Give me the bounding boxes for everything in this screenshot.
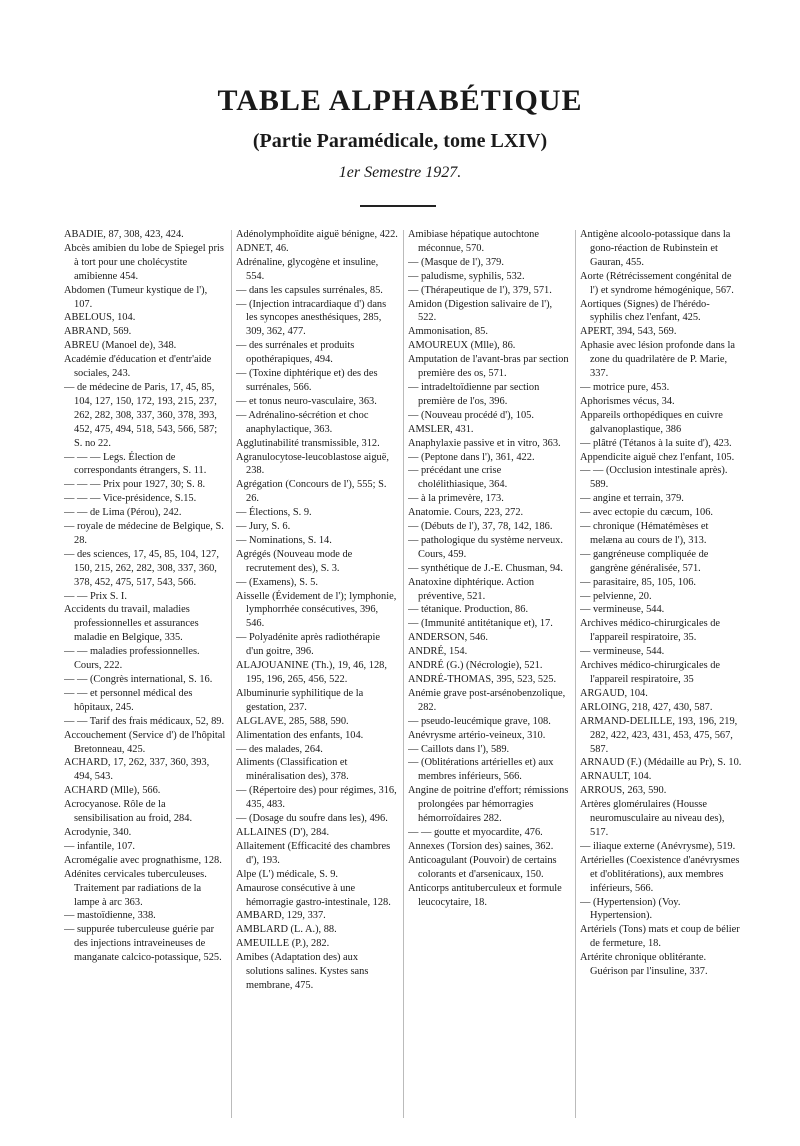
index-entry: ABREU (Manoel de), 348. [64, 340, 177, 352]
index-entry: — pelvienne, 20. [580, 590, 652, 602]
index-entry: Amibes (Adaptation des) aux solutions salines. Kystes sans membrane, 475. [236, 952, 369, 991]
index-entry: — avec ectopie du cæcum, 106. [580, 507, 714, 519]
index-entry: Accouchement (Service d') de l'hôpital Bretonneau, 425. [64, 729, 226, 755]
index-entry: Archives médico-chirurgicales de l'appareil respiratoire, 35. [580, 618, 721, 644]
index-entry: — Jury, S. 6. [236, 521, 291, 533]
index-entry: — gangréneuse compliquée de gangrène généralisée, 571. [580, 548, 709, 574]
index-entry: ALAJOUANINE (Th.), 19, 46, 128, 195, 196, 265, 456, 522. [236, 660, 387, 685]
index-entry: — Adrénalino-sécrétion et choc anaphylactique, 363. [236, 409, 369, 435]
index-entry: Anticorps antituberculeux et formule leucocytaire, 18. [408, 882, 562, 908]
index-entry: — angine et terrain, 379. [580, 493, 684, 505]
title-rule [360, 205, 436, 207]
index-entry: ANDERSON, 546. [408, 632, 488, 644]
index-entry: — motrice pure, 453. [580, 381, 670, 393]
index-entry: ARNAULT, 104. [580, 771, 652, 783]
index-entry: Appareils orthopédiques en cuivre galvanoplastique, 386 [580, 409, 723, 435]
index-entry: — pathologique du système nerveux. Cours, 459. [408, 534, 563, 560]
index-entry: — des sciences, 17, 45, 85, 104, 127, 150, 215, 262, 282, 308, 337, 360, 378, 452, 475, 517, 543, 566. [64, 548, 219, 588]
index-entry: — de médecine de Paris, 17, 45, 85, 104, 127, 150, 172, 193, 215, 237, 262, 282, 308, 337, 360, 378, 393, 452, 475, 494, 518, 543, 566, 587; S. no 22. [64, 381, 218, 449]
index-column-4 [580, 228, 742, 1128]
index-entry: Acromégalie avec prognathisme, 128. [64, 854, 222, 866]
index-entry: — paludisme, syphilis, 532. [408, 270, 525, 282]
index-entry: Alpe (L') médicale, S. 9. [236, 868, 338, 880]
index-entry: Alimentation des enfants, 104. [236, 729, 364, 741]
index-entry: — — (Congrès international, S. 16. [64, 674, 213, 685]
index-entry: ACHARD, 17, 262, 337, 360, 393, 494, 543. [64, 757, 210, 783]
index-entry: — (Examens), S. 5. [236, 576, 318, 588]
index-entry: Ammonisation, 85. [408, 326, 488, 338]
index-entry: Anaphylaxie passive et in vitro, 363. [408, 437, 561, 449]
index-entry: — tétanique. Production, 86. [408, 604, 529, 616]
index-entry: Aorte (Rétrécissement congénital de l') et syndrome hémogénique, 567. [580, 270, 734, 296]
index-entry: — royale de médecine de Belgique, S. 28. [64, 521, 224, 546]
index-entry: ALGLAVE, 285, 588, 590. [236, 715, 349, 727]
index-entry: — à la primevère, 173. [408, 493, 504, 505]
index-entry: ARNAUD (F.) (Médaille au Pr), S. 10. [580, 757, 742, 769]
index-entry: AMEUILLE (P.), 282. [236, 938, 330, 950]
index-entry: — intradeltoïdienne par section première de l'os, 396. [408, 381, 540, 407]
index-entry: — (Dosage du soufre dans les), 496. [236, 813, 388, 825]
index-entry: ANDRÉ, 154. [408, 646, 468, 658]
index-entry: — vermineuse, 544. [580, 604, 665, 616]
index-entry: — (Injection intracardiaque d') dans les syncopes anesthésiques, 285, 309, 362, 477. [236, 298, 387, 338]
index-entry: Anatoxine diphtérique. Action préventive, 521. [408, 576, 535, 602]
index-entry: — (Toxine diphtérique et) des des surrénales, 566. [236, 368, 378, 393]
index-entry: Albuminurie syphilitique de la gestation, 237. [236, 687, 364, 713]
index-entry: — — Tarif des frais médicaux, 52, 89. [64, 715, 225, 727]
index-entry: Artérite chronique oblitérante. Guérison par l'insuline, 337. [580, 952, 708, 978]
index-entry: — synthétique de J.-E. Chusman, 94. [408, 562, 563, 574]
index-entry: Anatomie. Cours, 223, 272. [408, 507, 524, 519]
index-entry: Abcès amibien du lobe de Spiegel pris à tort pour une cholécystite amibienne 454. [64, 242, 224, 282]
index-column-2 [236, 228, 398, 1128]
index-entry: — précédant une crise cholélithiasique, 364. [408, 465, 508, 491]
index-entry: — vermineuse, 544. [580, 646, 665, 658]
index-entry: Agrégés (Nouveau mode de recrutement des), S. 3. [236, 548, 353, 574]
index-entry: AMBARD, 129, 337. [236, 910, 326, 922]
index-entry: Adrénaline, glycogène et insuline, 554. [236, 256, 379, 282]
index-entry: Anticoagulant (Pouvoir) de certains colorants et d'arsenicaux, 150. [408, 854, 557, 880]
semester-line: 1er Semestre 1927. [338, 164, 462, 181]
index-entry: — — (Occlusion intestinale après). 589. [580, 465, 728, 491]
index-entry: Amidon (Digestion salivaire de l'), 522. [408, 298, 553, 324]
index-entry: — — Prix S. I. [64, 590, 127, 602]
index-entry: ABRAND, 569. [64, 326, 132, 338]
index-entry: — (Peptone dans l'), 361, 422. [408, 451, 535, 463]
index-entry: Agglutinabilité transmissible, 312. [236, 437, 380, 449]
index-entry: ARMAND-DELILLE, 193, 196, 219, 282, 422, 423, 431, 453, 475, 567, 587. [580, 715, 738, 755]
index-entry: — — et personnel médical des hôpitaux, 245. [64, 687, 193, 713]
index-entry: Aphorismes vécus, 34. [580, 395, 675, 407]
index-entry: — infantile, 107. [64, 840, 135, 852]
index-entry: — plâtré (Tétanos à la suite d'), 423. [580, 437, 732, 449]
index-entry: Aortiques (Signes) de l'hérédo-syphilis chez l'enfant, 425. [580, 298, 710, 324]
index-entry: AMOUREUX (Mlle), 86. [408, 340, 516, 352]
index-entry: — — — Vice-présidence, S.15. [64, 493, 197, 505]
index-entry: Anévrysme artério-veineux, 310. [408, 729, 546, 741]
page-title: TABLE ALPHABÉTIQUE [217, 84, 583, 117]
index-entry: ACHARD (Mlle), 566. [64, 785, 161, 797]
index-columns [64, 228, 740, 1128]
index-entry: ALLAINES (D'), 284. [236, 826, 330, 838]
index-entry: — (Thérapeutique de l'), 379, 571. [408, 284, 552, 296]
index-entry: — dans les capsules surrénales, 85. [236, 284, 383, 296]
index-entry: Artérielles (Coexistence d'anévrysmes et d'oblitérations), aux membres inférieurs, 566. [580, 854, 740, 894]
index-entry: Amibiase hépatique autochtone méconnue, 570. [408, 229, 539, 254]
index-entry: ARGAUD, 104. [580, 687, 648, 699]
index-entry: Antigène alcoolo-potassique dans la gono-réaction de Rubinstein et Gauran, 455. [580, 229, 731, 268]
page-subtitle: (Partie Paramédicale, tome LXIV) [252, 130, 548, 152]
index-entry: — iliaque externe (Anévrysme), 519. [580, 840, 736, 852]
index-entry: — (Oblitérations artérielles et) aux membres inférieurs, 566. [408, 757, 554, 783]
index-entry: Archives médico-chirurgicales de l'appareil respiratoire, 35 [580, 660, 721, 685]
index-entry: — pseudo-leucémique grave, 108. [408, 715, 551, 727]
index-entry: — (Répertoire des) pour régimes, 316, 435, 483. [236, 785, 397, 811]
index-entry: — Polyadénite après radiothérapie d'un goitre, 396. [236, 632, 380, 658]
index-entry: — — maladies professionnelles. Cours, 222. [64, 646, 200, 672]
index-entry: Académie d'éducation et d'entr'aide sociales, 243. [64, 354, 212, 380]
index-entry: — (Hypertension) (Voy. Hypertension). [580, 896, 681, 922]
index-entry: Angine de poitrine d'effort; rémissions prolongées par hémorragies hémorroïdaires 282. [408, 785, 569, 825]
index-entry: Annexes (Torsion des) saines, 362. [408, 840, 554, 852]
index-entry: — mastoïdienne, 338. [64, 910, 156, 922]
index-entry: Allaitement (Efficacité des chambres d'), 193. [236, 840, 391, 866]
index-entry: — (Masque de l'), 379. [408, 256, 504, 268]
index-entry: — — goutte et myocardite, 476. [408, 826, 543, 838]
index-entry: — Caillots dans l'), 589. [408, 743, 510, 755]
index-entry: — — — Legs. Élection de correspondants étrangers, S. 11. [64, 451, 207, 477]
index-entry: Acrocyanose. Rôle de la sensibilisation au froid, 284. [64, 799, 193, 825]
index-entry: — chronique (Hématémèses et melæna au cours de l'), 313. [580, 521, 709, 546]
index-entry: Aphasie avec lésion profonde dans la zone du quadrilatère de P. Marie, 337. [580, 340, 735, 380]
column-divider [231, 230, 232, 1118]
index-entry: Artères glomérulaires (Housse neuromusculaire au niveau des), 517. [580, 799, 725, 838]
index-entry: Appendicite aiguë chez l'enfant, 105. [580, 451, 735, 463]
index-entry: — (Débuts de l'), 37, 78, 142, 186. [408, 521, 553, 533]
index-entry: AMSLER, 431. [408, 423, 474, 435]
index-entry: Anémie grave post-arsénobenzolique, 282. [408, 687, 566, 713]
column-divider [575, 230, 576, 1118]
index-entry: — — — Prix pour 1927, 30; S. 8. [64, 479, 206, 491]
index-entry: Artériels (Tons) mats et coup de bélier de fermeture, 18. [580, 924, 740, 950]
index-entry: ABADIE, 87, 308, 423, 424. [64, 229, 184, 240]
index-entry: — parasitaire, 85, 105, 106. [580, 576, 697, 588]
index-entry: Accidents du travail, maladies professionnelles et assurances maladie en Belgique, 335. [64, 604, 199, 644]
index-entry: — — de Lima (Pérou), 242. [64, 507, 182, 519]
index-entry: ANDRÉ (G.) (Nécrologie), 521. [408, 660, 543, 672]
index-column-1 [64, 228, 226, 1128]
index-entry: — (Immunité antitétanique et), 17. [408, 618, 553, 630]
index-entry: Adénites cervicales tuberculeuses. Traitement par radiations de la lampe à arc 363. [64, 868, 207, 908]
index-entry: — Nominations, S. 14. [236, 534, 332, 546]
index-entry: — des malades, 264. [236, 743, 323, 755]
index-entry: Amaurose consécutive à une hémorragie gastro-intestinale, 128. [236, 882, 391, 908]
index-entry: Agranulocytose-leucoblastose aiguë, 238. [236, 451, 389, 477]
index-entry: Amputation de l'avant-bras par section première des os, 571. [408, 354, 569, 380]
index-entry: Abdomen (Tumeur kystique de l'), 107. [64, 284, 208, 310]
index-entry: APERT, 394, 543, 569. [580, 326, 677, 338]
index-entry: ARLOING, 218, 427, 430, 587. [580, 701, 713, 713]
index-entry: Aliments (Classification et minéralisation des), 378. [236, 757, 349, 783]
index-entry: ADNET, 46. [236, 242, 289, 254]
index-entry: Acrodynie, 340. [64, 826, 132, 838]
index-entry: — et tonus neuro-vasculaire, 363. [236, 395, 377, 407]
index-entry: — suppurée tuberculeuse guérie par des injections intraveineuses de manganate calcico-potassique, 525. [64, 924, 222, 964]
index-entry: — Élections, S. 9. [236, 507, 312, 519]
index-entry: Agrégation (Concours de l'), 555; S. 26. [236, 479, 387, 505]
index-entry: Adénolymphoïdite aiguë bénigne, 422. [236, 229, 398, 240]
index-entry: ANDRÉ-THOMAS, 395, 523, 525. [408, 674, 557, 685]
index-entry: ABELOUS, 104. [64, 312, 136, 324]
index-entry: AMBLARD (L. A.), 88. [236, 924, 337, 936]
index-entry: Aisselle (Évidement de l'); lymphonie, lymphorrhée consécutives, 396, 546. [236, 590, 397, 630]
index-entry: ARROUS, 263, 590. [580, 785, 667, 797]
index-column-3 [408, 228, 570, 1128]
index-entry: — des surrénales et produits opothérapiques, 494. [236, 340, 355, 366]
column-divider [403, 230, 404, 1118]
index-entry: — (Nouveau procédé d'), 105. [408, 409, 534, 421]
